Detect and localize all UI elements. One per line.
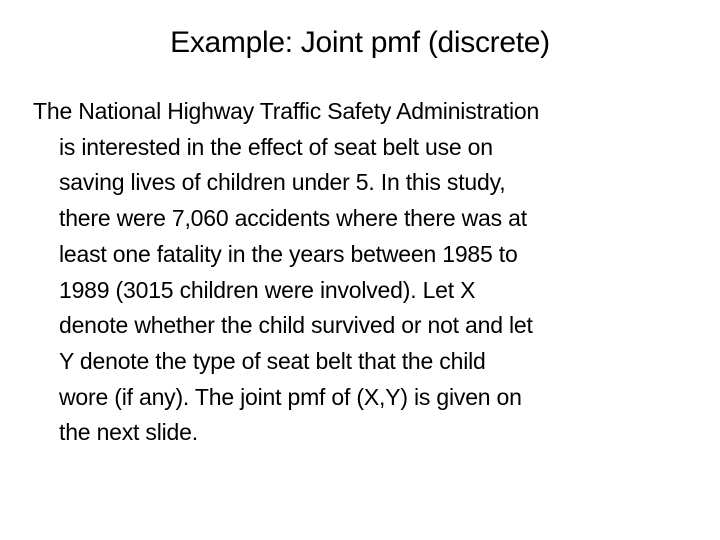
body-line: saving lives of children under 5. In this study, <box>59 169 506 196</box>
body-line: is interested in the effect of seat belt use on <box>59 133 493 160</box>
body-line: wore (if any). The joint pmf of (X,Y) is given on <box>59 383 522 410</box>
slide-body-paragraph <box>33 94 693 451</box>
body-line: the next slide. <box>59 419 198 446</box>
slide-title: Example: Joint pmf (discrete) <box>170 26 550 59</box>
body-line: 1989 (3015 children were involved). Let X <box>59 276 476 303</box>
body-line: least one fatality in the years between 1985 to <box>59 240 518 267</box>
body-line: Y denote the type of seat belt that the child <box>59 347 486 374</box>
body-line: there were 7,060 accidents where there was at <box>59 205 527 232</box>
body-line: denote whether the child survived or not and let <box>59 312 533 339</box>
body-line: The National Highway Traffic Safety Administration <box>33 98 540 124</box>
